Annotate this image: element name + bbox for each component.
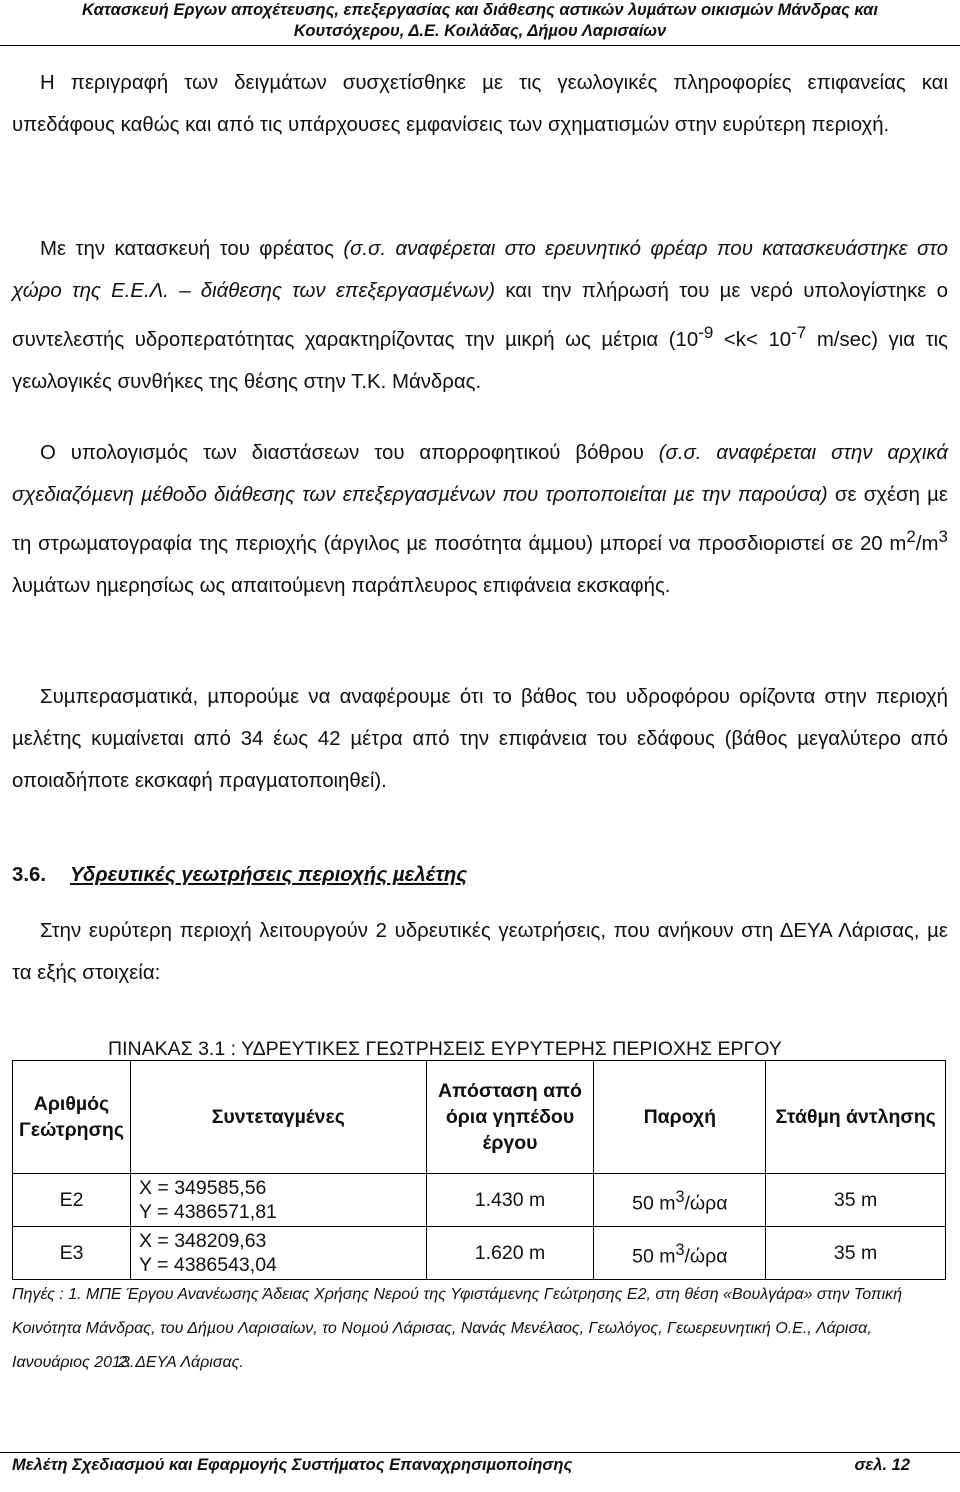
p2-text-d: <k< 10: [713, 328, 792, 351]
cell-flow: [594, 1174, 766, 1227]
flow-value: 50 m: [632, 1245, 676, 1268]
p3-text-d: /m: [915, 532, 939, 555]
flow-exp: 3: [675, 1240, 685, 1259]
col-header-flow: Παροχή: [594, 1061, 766, 1174]
p2-exp-1: -9: [698, 323, 714, 342]
cell-distance: 1.620 m: [426, 1227, 594, 1280]
page-header: [0, 0, 960, 44]
p2-text-a: Με την κατασκευή του φρέατος: [40, 238, 344, 260]
cell-flow: [594, 1227, 766, 1280]
table-row: [13, 1227, 946, 1280]
table-header-row: [13, 1061, 946, 1174]
p2-exp-2: -7: [791, 323, 807, 342]
page-number: σελ. 12: [854, 1456, 910, 1474]
header-line-2: Κουτσόχερου, Δ.Ε. Κοιλάδας, Δήµου Λαρισαίων: [293, 22, 667, 40]
table-caption: ΠΙΝΑΚΑΣ 3.1 : ΥΔΡΕΥΤΙΚΕΣ ΓΕΩΤΡΗΣΕΙΣ ΕΥΡΥΤΕΡΗΣ ΠΕΡΙΟΧΗΣ ΕΡΓΟΥ: [108, 1038, 782, 1060]
footer-title: Μελέτη Σχεδιασµού και Εφαρµογής Συστήµατος Επαναχρησιµοποίησης: [12, 1456, 573, 1474]
header-divider: [0, 45, 960, 46]
cell-distance: 1.430 m: [426, 1174, 594, 1227]
header-line-1: Κατασκευή Εργων αποχέτευσης, επεξεργασίας και διάθεσης αστικών λυµάτων οικισµών Μάνδρας και: [82, 1, 878, 19]
p3-exp-2: 3: [938, 527, 948, 546]
cell-coordinates: [130, 1174, 426, 1227]
section-heading: [12, 864, 467, 887]
coord-x: X = 349585,56: [138, 1177, 267, 1199]
coord-x: X = 348209,63: [138, 1230, 267, 1252]
p3-note: (σ.σ. αναφέρεται στην αρχικά σχεδιαζόµενη µέθοδο διάθεσης των επεξεργασµένων που τροποποιείται µε την παρούσα): [12, 442, 948, 506]
flow-exp: 3: [675, 1187, 685, 1206]
p2-text-c: και την πλήρωσή του µε νερό υπολογίστηκε ο συντελεστής υδροπερατότητας χαρακτηρίζοντας την µικρή ως µέτρια (10: [12, 280, 948, 351]
p3-text-a: Ο υπολογισµός των διαστάσεων του απορροφητικού βόθρου: [40, 442, 659, 464]
footer-divider: [0, 1452, 960, 1453]
p3-exp-1: 2: [906, 527, 916, 546]
p2-text-e: m/sec) για τις γεωλογικές συνθήκες της θέσης στην Τ.Κ. Μάνδρας.: [12, 328, 949, 393]
col-header-coordinates: Συντεταγµένες: [130, 1061, 426, 1174]
flow-unit: /ώρα: [684, 1192, 728, 1215]
col-header-number: Αριθµός Γεώτρησης: [13, 1061, 131, 1174]
flow-unit: /ώρα: [684, 1245, 728, 1268]
p3-text-c: σε σχέση µε τη στρωµατογραφία της περιοχής (άργιλος µε ποσότητα άµµου) µπορεί να προσδιοριστεί σε 20 m: [12, 484, 949, 555]
p3-text-e: λυµάτων ηµερησίως ως απαιτούµενη παράπλευρος επιφάνεια εκσκαφής.: [12, 574, 671, 597]
col-header-distance: Απόσταση από όρια γηπέδου έργου: [426, 1061, 594, 1174]
col-header-level: Στάθµη άντλησης: [766, 1061, 946, 1174]
page-footer: [12, 1456, 910, 1475]
coord-y: Y = 4386571,81: [138, 1201, 277, 1223]
coord-y: Y = 4386543,04: [138, 1254, 277, 1276]
cell-borehole-id: Ε2: [13, 1174, 131, 1227]
paragraph-5: Στην ευρύτερη περιοχή λειτουργούν 2 υδρευτικές γεωτρήσεις, που ανήκουν στη ΔΕΥΑ Λάρισας, µε τα εξής στοιχεία:: [12, 920, 948, 984]
flow-value: 50 m: [632, 1192, 676, 1215]
sources-note: Πηγές : 1. ΜΠΕ Έργου Ανανέωσης Άδειας Χρήσης Νερού της Υφιστάµενης Γεώτρησης Ε2, στη θέση «Βουλγάρα» στην Τοπική Κοινότητα Μάνδρας, του Δήµου Λαρισαίων, το Νοµού Λάρισας, Νανάς Μενέλαος, Γεωλόγος, Γεωερευνητική Ο.Ε., Λάρισα, Ιανουάριος 2013.: [12, 1286, 903, 1371]
cell-level: 35 m: [766, 1227, 946, 1280]
sources-note-2: 2. ΔΕΥΑ Λάρισας.: [118, 1354, 244, 1371]
section-number: 3.6.: [12, 864, 47, 886]
section-title: Υδρευτικές γεωτρήσεις περιοχής µελέτης: [70, 864, 468, 886]
cell-coordinates: [130, 1227, 426, 1280]
paragraph-2: [12, 228, 948, 403]
table-row: [13, 1174, 946, 1227]
paragraph-4: Συµπερασµατικά, µπορούµε να αναφέρουµε ότι το βάθος του υδροφόρου ορίζοντα στην περιοχή µελέτης κυµαίνεται από 34 έως 42 µέτρα από την επιφάνεια του εδάφους (βάθος µεγαλύτερο από οποιαδήποτε εκσκαφή πραγµατοποιηθεί).: [12, 686, 948, 792]
paragraph-1: Η περιγραφή των δειγµάτων συσχετίσθηκε µε τις γεωλογικές πληροφορίες επιφανείας και υπεδάφους καθώς και από τις υπάρχουσες εµφανίσεις των σχηµατισµών στην ευρύτερη περιοχή.: [12, 72, 948, 136]
p2-note: (σ.σ. αναφέρεται στο ερευνητικό φρέαρ που κατασκευάστηκε στο χώρο της Ε.Ε.Λ. – διάθεσης των επεξεργασµένων): [12, 238, 948, 302]
paragraph-3: [12, 432, 948, 607]
cell-borehole-id: Ε3: [13, 1227, 131, 1280]
cell-level: 35 m: [766, 1174, 946, 1227]
boreholes-table: [12, 1060, 946, 1280]
